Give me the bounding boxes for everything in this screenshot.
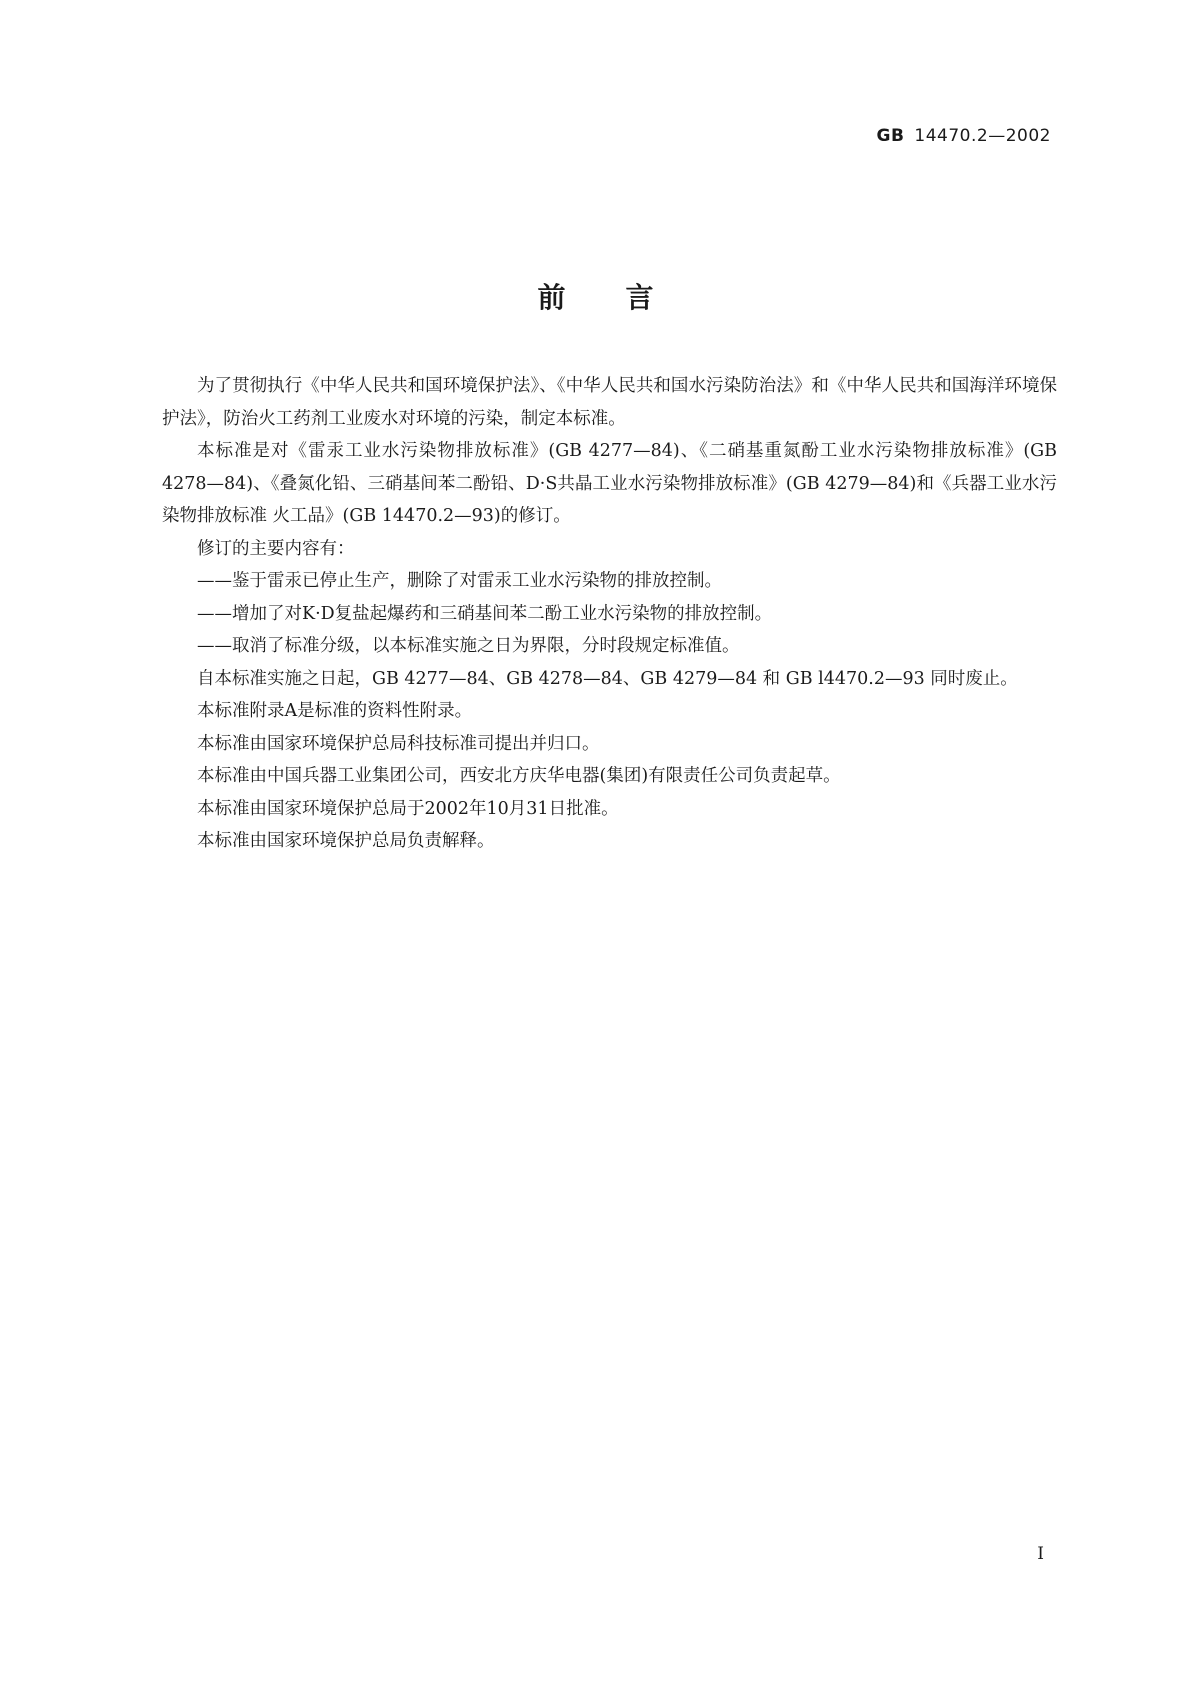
paragraph-interpretation: 本标准由国家环境保护总局负责解释。: [197, 831, 495, 851]
paragraph-drafted-by: 本标准由中国兵器工业集团公司，西安北方庆华电器(集团)有限责任公司负责起草。: [197, 766, 841, 786]
paragraph-revision-scope: 本标准是对《雷汞工业水污染物排放标准》(GB 4277—84)、《二硝基重氮酚工业水污染物排放标准》(GB 4278—84)、《叠氮化铅、三硝基间苯二酚铅、D·S共晶工业水污染物排放标准》(GB 4279—84)和《兵器工业水污染物排放标准 火工品》(GB 14470.2—93)的修订。: [162, 441, 1057, 526]
paragraph-appendix-note: 本标准附录A是标准的资料性附录。: [197, 701, 473, 721]
paragraph-purpose: 为了贯彻执行《中华人民共和国环境保护法》、《中华人民共和国水污染防治法》和《中华人民共和国海洋环境保护法》，防治火工药剂工业废水对环境的污染，制定本标准。: [162, 376, 1057, 429]
paragraph-approval-date: 本标准由国家环境保护总局于2002年10月31日批准。: [197, 798, 619, 819]
paragraph-proposed-by: 本标准由国家环境保护总局科技标准司提出并归口。: [197, 733, 600, 754]
standard-number: 14470.2—2002: [914, 126, 1051, 146]
page-number: I: [1037, 1544, 1044, 1564]
list-item-change-3: ——取消了标准分级，以本标准实施之日为界限，分时段规定标准值。: [197, 636, 740, 656]
list-item-change-1: ——鉴于雷汞已停止生产，删除了对雷汞工业水污染物的排放控制。: [197, 571, 722, 591]
foreword-body: [162, 370, 1057, 858]
standard-code-header: [877, 126, 1052, 146]
gb-label: GB: [876, 126, 905, 146]
list-item-change-2: ——增加了对K·D复盐起爆药和三硝基间苯二酚工业水污染物的排放控制。: [197, 603, 773, 624]
paragraph-abolished-standards: 自本标准实施之日起，GB 4277—84、GB 4278—84、GB 4279—84 和 GB l4470.2—93 同时废止。: [197, 668, 1018, 689]
page-title: 前言: [537, 281, 714, 314]
paragraph-main-changes-heading: 修订的主要内容有：: [197, 538, 355, 559]
